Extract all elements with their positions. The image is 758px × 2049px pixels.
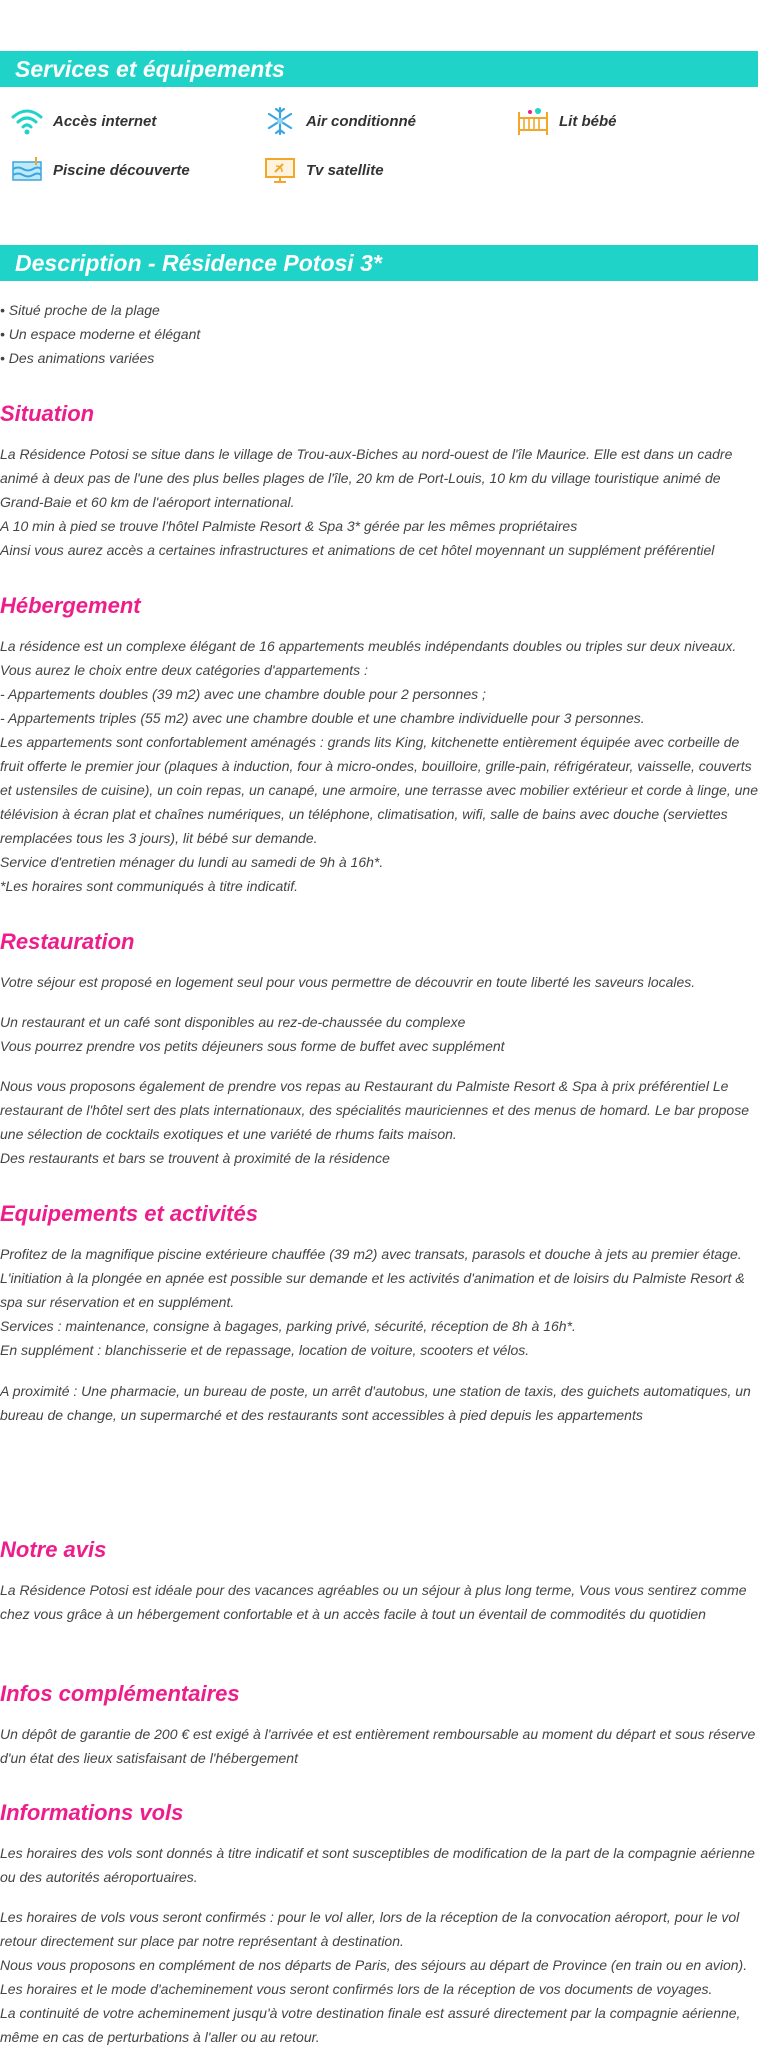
- services-banner: Services et équipements: [0, 51, 758, 87]
- paragraph-line: La Résidence Potosi se situe dans le village de Trou-aux-Biches au nord-ouest de l'île Maurice. Elle est dans un cadre animé à deux pas de l'une des plus belles plages de l'île, 20 km de Port-Louis, 10 km du village touristique animé de Grand-Baie et 60 km de l'aéroport international.: [0, 446, 733, 510]
- description-banner: Description - Résidence Potosi 3*: [0, 245, 758, 281]
- paragraph-line: Votre séjour est proposé en logement seul pour vous permettre de découvrir en toute liberté les saveurs locales.: [0, 974, 696, 990]
- amenity-label: Lit bébé: [559, 112, 617, 130]
- hebergement-text: [0, 634, 758, 898]
- paragraph-line: Nous vous proposons également de prendre vos repas au Restaurant du Palmiste Resort & Spa à prix préférentiel Le restaurant de l'hôtel sert des plats internationaux, des spécialités mauriciennes et des menus de homard. Le bar propose une sélection de cocktails exotiques et une variété de rhums faits maison.: [0, 1078, 749, 1142]
- paragraph-line: Service d'entretien ménager du lundi au samedi de 9h à 16h*.: [0, 854, 384, 870]
- amenity-tv: [263, 155, 384, 185]
- equipements-proximity: [0, 1379, 758, 1427]
- situation-heading: Situation: [0, 401, 95, 426]
- avis-text: [0, 1578, 758, 1626]
- paragraph-line: A proximité : Une pharmacie, un bureau de poste, un arrêt d'autobus, une station de taxis, des guichets automatiques, un bureau de change, un supermarché et des restaurants sont accessibles à pied depuis les appartements: [0, 1383, 751, 1423]
- paragraph-line: La résidence est un complexe élégant de 16 appartements meublés indépendants doubles ou triples sur deux niveaux.: [0, 638, 737, 654]
- restauration-text-3: [0, 1074, 758, 1170]
- paragraph-line: La continuité de votre acheminement jusqu'à votre destination finale est assuré directement par la compagnie aérienne, même en cas de perturbations à l'aller ou au retour.: [0, 2005, 741, 2045]
- avis-heading: Notre avis: [0, 1537, 107, 1562]
- paragraph-line: Un restaurant et un café sont disponibles au rez-de-chaussée du complexe: [0, 1014, 466, 1030]
- restauration-text-1: [0, 970, 758, 994]
- paragraph-line: Des restaurants et bars se trouvent à proximité de la résidence: [0, 1150, 390, 1166]
- tv-satellite-icon: [263, 155, 297, 185]
- vols-text-2: [0, 1905, 758, 2049]
- equipements-heading: Equipements et activités: [0, 1201, 258, 1226]
- hebergement-heading: Hébergement: [0, 593, 141, 618]
- paragraph-line: En supplément : blanchisserie et de repassage, location de voiture, scooters et vélos.: [0, 1342, 530, 1358]
- paragraph-line: La Résidence Potosi est idéale pour des vacances agréables ou un séjour à plus long terme, Vous vous sentirez comme chez vous grâce à un hébergement confortable et à un accès facile à tout un éventail de commodités du quotidien: [0, 1582, 747, 1622]
- restauration-heading: Restauration: [0, 929, 135, 954]
- paragraph-line: Les appartements sont confortablement aménagés : grands lits King, kitchenette entièrement équipée avec corbeille de fruit offerte le premier jour (plaques à induction, four à micro-ondes, bouilloire, grille-pain, réfrigérateur, vaisselle, couverts et ustensiles de cuisine), un coin repas, un canapé, une armoire, une terrasse avec mobilier extérieur et corde à linge, une télévision à écran plat et chaînes numériques, un téléphone, climatisation, wifi, salle de bains avec douche (serviettes remplacées tous les 3 jours), lit bébé sur demande.: [0, 734, 758, 846]
- amenity-label: Piscine découverte: [53, 161, 190, 179]
- equipements-text: [0, 1242, 758, 1362]
- snowflake-icon: [263, 106, 297, 136]
- paragraph-line: - Appartements triples (55 m2) avec une chambre double et une chambre individuelle pour 3 personnes.: [0, 710, 645, 726]
- paragraph-line: Nous vous proposons en complément de nos départs de Paris, des séjours au départ de Province (en train ou en avion).: [0, 1957, 748, 1973]
- vols-heading: Informations vols: [0, 1800, 184, 1825]
- paragraph-line: Les horaires et le mode d'acheminement vous seront confirmés lors de la réception de vos documents de voyages.: [0, 1981, 713, 1997]
- amenity-label: Tv satellite: [306, 161, 384, 179]
- amenity-pool: [10, 155, 190, 185]
- bullet-item: • Un espace moderne et élégant: [0, 322, 200, 346]
- situation-text: [0, 442, 758, 562]
- paragraph-line: *Les horaires sont communiqués à titre indicatif.: [0, 878, 299, 894]
- amenity-label: Accès internet: [53, 112, 157, 130]
- restauration-text-2: [0, 1010, 758, 1058]
- amenity-label: Air conditionné: [306, 112, 416, 130]
- vols-text-1: [0, 1841, 758, 1889]
- amenity-baby-crib: [516, 106, 617, 136]
- infos-text: [0, 1722, 758, 1770]
- bullet-item: • Situé proche de la plage: [0, 298, 200, 322]
- amenity-internet: [10, 106, 156, 136]
- paragraph-line: Profitez de la magnifique piscine extérieure chauffée (39 m2) avec transats, parasols et douche à jets au premier étage. L'initiation à la plongée en apnée est possible sur demande et les activités d'animation et de loisirs du Palmiste Resort & spa sur réservation et en supplément.: [0, 1246, 745, 1310]
- paragraph-line: Les horaires de vols vous seront confirmés : pour le vol aller, lors de la réception de la convocation aéroport, pour le vol retour directement sur place par notre représentant à destination.: [0, 1909, 740, 1949]
- description-bullets: [0, 298, 200, 370]
- infos-heading: Infos complémentaires: [0, 1681, 240, 1706]
- paragraph-line: Ainsi vous aurez accès a certaines infrastructures et animations de cet hôtel moyennant un supplément préférentiel: [0, 542, 715, 558]
- paragraph-line: - Appartements doubles (39 m2) avec une chambre double pour 2 personnes ;: [0, 686, 486, 702]
- paragraph-line: Vous pourrez prendre vos petits déjeuners sous forme de buffet avec supplément: [0, 1038, 505, 1054]
- amenity-air-conditioning: [263, 106, 416, 136]
- paragraph-line: Services : maintenance, consigne à bagages, parking privé, sécurité, réception de 8h à 16h*.: [0, 1318, 576, 1334]
- paragraph-line: Un dépôt de garantie de 200 € est exigé à l'arrivée et est entièrement remboursable au moment du départ et sous réserve d'un état des lieux satisfaisant de l'hébergement: [0, 1726, 756, 1766]
- paragraph-line: Vous aurez le choix entre deux catégories d'appartements :: [0, 662, 368, 678]
- baby-crib-icon: [516, 106, 550, 136]
- wifi-icon: [10, 106, 44, 136]
- swimming-pool-icon: [10, 155, 44, 185]
- paragraph-line: A 10 min à pied se trouve l'hôtel Palmiste Resort & Spa 3* gérée par les mêmes propriétaires: [0, 518, 578, 534]
- bullet-item: • Des animations variées: [0, 346, 200, 370]
- paragraph-line: Les horaires des vols sont donnés à titre indicatif et sont susceptibles de modification de la part de la compagnie aérienne ou des autorités aéroportuaires.: [0, 1845, 755, 1885]
